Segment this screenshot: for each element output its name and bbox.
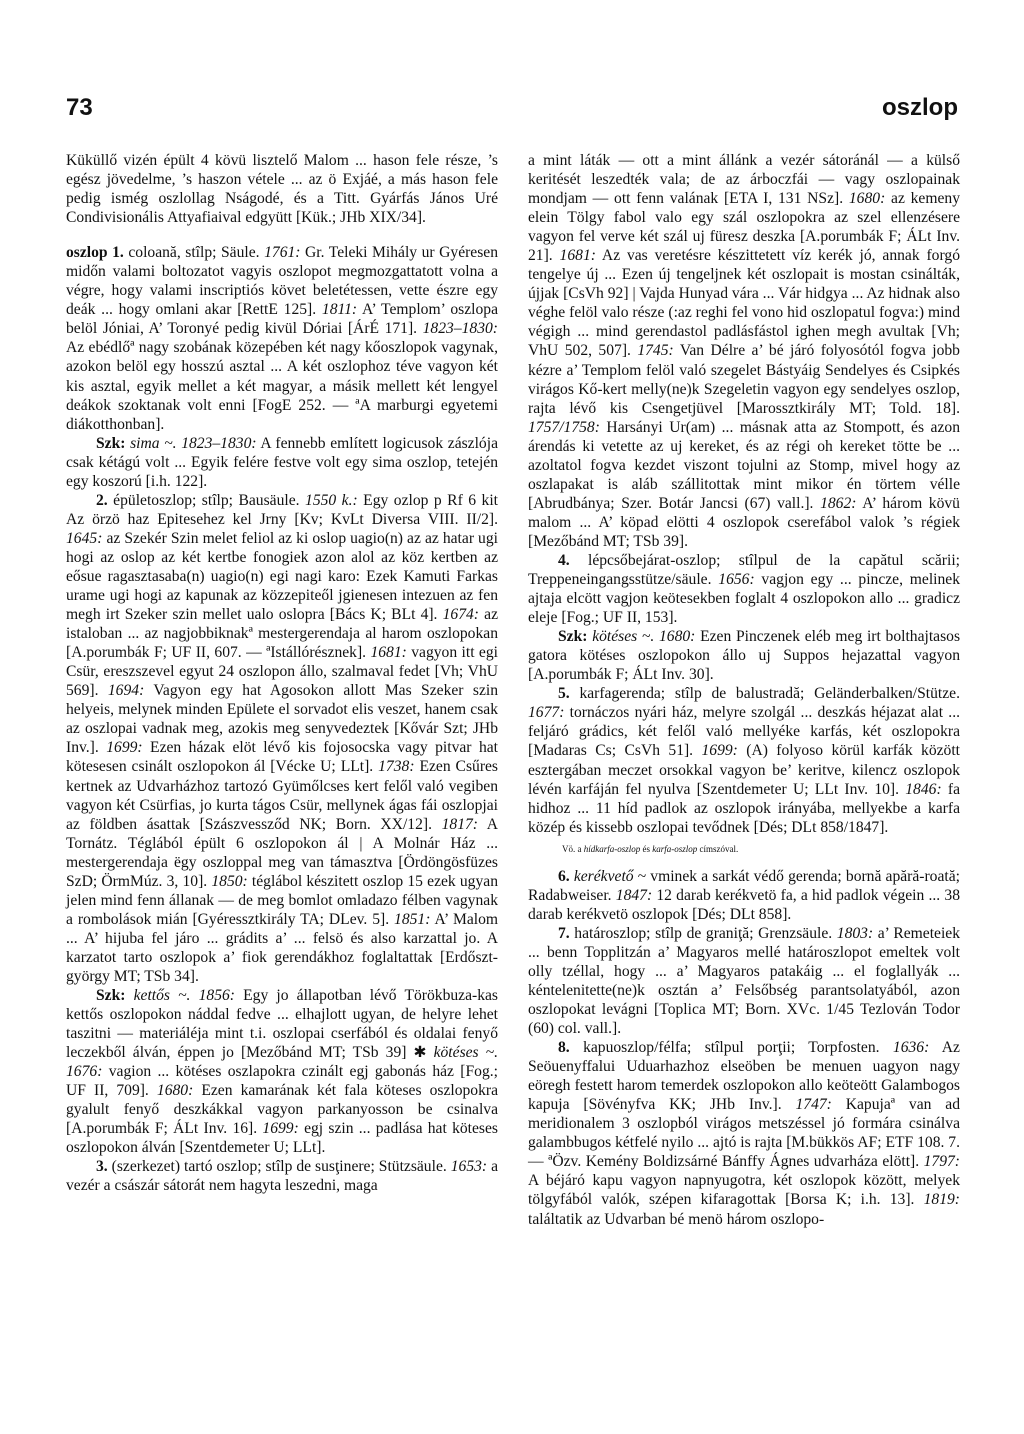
paragraph: Szk: kettős ~. 1856: Egy jo állapotban lévő Törökbuza-kas kettős oszlopokon náddal fedve ... elhajlott ugyan, de helyre lehet taszitni — materiáléja mint t.i. oszlopai cserfából és oldalai fenyő leczekből álván, éppen jo [Mezőbánd MT; TSb 39] ✱ kötéses ~. 1676: vagion ... kötéses oszlapokra czinált egj gabonás ház [Fog.; UF II, 709]. 1680: Ezen kamarának két fala köteses oszlopokra gyalult fenyő deszkákkal vagyon parkanyosson be csinalva [A.porumbák F; ÁLt Inv. 16]. 1699: egj szin ... padlása hat köteses oszlopokon álván [Szentdemeter U; LLt]. — [66, 987, 499, 1157]
paragraph: a mint láták — ott a mint állánk a vezér sátoránál — a külső keritését leszedték vala; de az árboczfái — vagy oszlopainak mondjam — ott fenn valának [ETA I, 131 NSz]. 1680: az kemeny elein Tölgy fabol valo egy szál oszlopokra az szel ellenzésere vagyon fel verve két szál uj füresz deszka [A.porumbák F; ÁLt Inv. 21]. 1681: Az vas veretésre készittetett víz kerék jó, annak forgó tengelye új ... Ezen új tengeljnek két oszlopait is mostan csinálták, újjak [CsVh 92] | Vajda Hunyad vára ... Vár hidgya ... Az hidnak also véghe felöl valo része (:az reghi fel vono hid oszlopatul fogva:) mind végigh ... mind gerendastol padlásfástol ighen megh avultak [Vh; VhU 502, 507]. 1745: Van Délre a’ bé járó folyosótól fogva jobb kézre a’ Templom felöl való szegelet Bástyáig Sendelyes és Csipkés virágos Kő-kert melly(ne)k Szegeletin vagyon egy sendelyes oszlop, rajta lévő kis Csengetjüvel [Marossztkirály MT; Told. 18]. 1757/1758: Harsányi Ur(am) ... másnak atta az Stompott, és azon árendás ki vetette az uj kereket, és az régi oh kereket tötte be ... azoltatol fogva kezdet viszont tojulni az Stomp, mivel hogy az oszlapakat is aláb szállitottak mint mikor én törtem vélle [Abrudbánya; Szer. Botár Jancsi (67) vall.]. 1862: A’ három kövü malom ... A’ köpad elötti 4 oszlopok cserefábol valok ’s régiek [Mezőbánd MT; TSb 39]. — [528, 152, 961, 550]
page-header — [66, 94, 958, 134]
paragraph: 2. épületoszlop; stîlp; Bausäule. 1550 k.: Egy ozlop p Rf 6 kit Az örzö haz Epitesehez kel Jrny [Kv; KvLt Diversa VIII. II/2]. 1645: az Szekér Szin melet feliol az ki oslop uagio(n) az az hatar ugi hogi az oslop az két kertbe fonogiek azon alol az köz kertben az eősue ragasztasaba(n) uagio(n) egi nagi karo: Ezek Kamuti Farkas urame ugi hogi az kapunak az közzepiteől jgienesen intezuen az fen megh irt Szeker szin mellet ualo oslopra [Bács K; BLt 4]. 1674: az istaloban ... az nagjobbiknakª mestergerendaja al harom oszlopokan [A.porumbák F; UF II, 607. — ªIstállórésznek]. 1681: vagyon itt egi Csür, ereszszevel egyut 24 oszlopon állo, szalmaval fedet [Vh; VhU 569]. 1694: Vagyon egy hat Agosokon allott Mas Szeker szin helyeis, melynek minden Epülete el sorvadot elis veszet, hanem csak az oszlopai vadnak meg, azokis meg senyvedeztek [Kővár Szt; JHb Inv.]. 1699: Ezen házak elöt lévő kis fojosocska vagy pitvar hat kötesesen csinált oszlopokon ál [Vécke U; LLt]. 1738: Ezen Csűres kertnek az Udvarházhoz tartozó Gyümőlcses kert felől való vegiben vagyon két Csürfias, jo kurta tágos Csür, mellynek ágas fái oszlopjai az földben ásattak [Szászvessződ NK; Born. XX/12]. 1817: A Tornátz. Téglából épült 6 oszlopokon ál | A Molnár Ház ... mestergerendaja ëgy oszloppal meg van támasztva [Ördöngösfüzes SzD; ÖrmMúz. 3, 10]. 1850: téglábol készitett oszlop 15 ezek ugyan jelen mind fenn állanak — de meg bomlot omladazo félben vagynak a rombolások mián [Gyéressztkirály TA; DLev. 5]. 1851: A’ Malom ... A’ hijuba fel járo ... grádits a’ ... felsö és also karzattal jo. A karzatot tarto oszlopok a’ fiok gerendákhoz foglaltattak [Erdősztgyörgy MT; TSb 34]. — [66, 491, 498, 985]
cross-reference-note: Vö. a hídkarfa-oszlop és karfa-oszlop címszóval. — [562, 843, 739, 854]
paragraph: 8. kapuoszlop/félfa; stîlpul porţii; Torpfosten. 1636: Az Seöuenyffalui Uduarhazhoz elseöben be menuen uagyon nagy eöregh festett harom temerdek oszlopokon allo keöteött Galambogos kapuja [Sövényfva KK; JHb Inv.]. 1747: Kapujaª van ad meridionalem 3 oszlopból virágos metszéssel jó formára csinálva galambbugos kétfelé nyilo ... ajtó is rajta [M.bükkös AF; ETF 108. 7. — ªÖzv. Kemény Boldizsárné Bánffy Ágnes udvarháza elött]. 1797: A béjáró kapu vagyon napnyugotra, két oszlopok között, melyek tölgyfából valók, szépen kifaragottak [Borsa K; i.h. 13]. 1819: találtatik az Udvarban bé menö három oszlopo- — [528, 1039, 960, 1228]
running-headword: oszlop — [882, 94, 958, 121]
right-column — [528, 151, 960, 1229]
paragraph: 7. határoszlop; stîlp de graniţă; Grenzsäule. 1803: a’ Remeteiek ... benn Topplitzán a’ Magyaros mellé határoszlopot emeltek volt olly tzéllal, hogy ... a’ Magyaros patakáig ... el foglallyák ... kéntelenitette(ne)k osztán a’ Felsőbség parantsolatyából, azon oszlopokat levágni [Toplica MT; Born. XVc. 1/45 Tezlován Todor (60) col. vall.]. — [528, 924, 960, 1038]
paragraph: Küküllő vizén épült 4 kövü lisztelő Malom ... hason fele része, ’s egész jövedelme, ’s haszon vétele ... az ö Exjáé, a más hason fele pedig ismég oszlollag Nságodé, és a Titt. Gyárfás János Uré Condivisionális Attyafiaival edgyütt [Kük.; JHb XIX/34]. — [66, 152, 498, 227]
paragraph: Szk: kötéses ~. 1680: Ezen Pinczenek eléb meg irt bolthajtasos gatora kötéses oszlopokon állo uj Suppos hejazattal vagyon [A.porumbák F; ÁLt Inv. 30]. — [528, 628, 961, 684]
left-column — [66, 151, 498, 1196]
paragraph: oszlop 1. coloană, stîlp; Säule. 1761: Gr. Teleki Mihály ur Gyéresen midőn valami boltozatot vagyis oszlopot megmozgattatott volna a végre, hogy valami inscriptiós követ beletétessen, vette észre egy deák ... hogy omlani akar [RettE 125]. 1811: A’ Templom’ oszlopa belöl Jóniai, A’ Toronyé pedig kivül Dóriai [ÁrÉ 171]. 1823–1830: Az ebédlőª nagy szobának közepében két nagy kőoszlopok vagynak, azokon belöl egy hosszú asztal ... A két oszlophoz téve vagyon két kis asztal, egyik mellet a két magyar, a másik mellett két lengyel deákok szoktanak volt enni [FogE 252. — ªA marburgi egyetemi diákotthonban]. — [66, 244, 499, 433]
entry-separator — [66, 227, 498, 243]
paragraph: 3. (szerkezet) tartó oszlop; stîlp de susţinere; Stützsäule. 1653: a vezér a császár sátorát nem hagyta leszedni, maga — [66, 1158, 498, 1195]
paragraph: 4. lépcsőbejárat-oszlop; stîlpul de la capătul scării; Treppeneingangsstütze/säule. 1656: vagjon egy ... pincze, melinek ajtaja elcött vagjon keötesekben foglalt 4 oszlopokon allo ... gradicz eleje [Fog.; UF II, 153]. — [528, 551, 960, 627]
page-number: 73 — [66, 94, 93, 121]
paragraph: Szk: sima ~. 1823–1830: A fennebb említett logicusok zászlója csak kétágú volt ... Egyik felére festve volt egy sima oszlop, tetején egy koszorú [i.h. 122]. — [66, 434, 498, 490]
paragraph: 6. kerékvető ~ vminek a sarkát védő gerenda; bornă apără-roată; Radabweiser. 1847: 12 darab kerékvetö fa, a hid padlok végein ... 38 darab kerékvetö oszlopok [Dés; DLt 858]. — [528, 867, 960, 923]
paragraph: 5. karfagerenda; stîlp de balustradă; Geländerbalken/Stütze. 1677: tornáczos nyári ház, melyre szolgál ... deszkás héjazat alat ... feljáró grádics, két felől való mellyéke karfás, két oszlopokra [Madaras Cs; CsVh 51]. 1699: (A) folyoso körül karfák között esztergában meczet orsokkal vagyon be’ keritve, kilencz oszlopok lévén karfáján fel nyulva [Szentdemeter U; LLt Inv. 10]. 1846: fa hidhoz ... 11 híd padlok az oszlopok irányába, mellyekbe a karfa közép és kissebb oszlopai tevődnek [Dés; DLt 858/1847]. — [528, 685, 960, 836]
